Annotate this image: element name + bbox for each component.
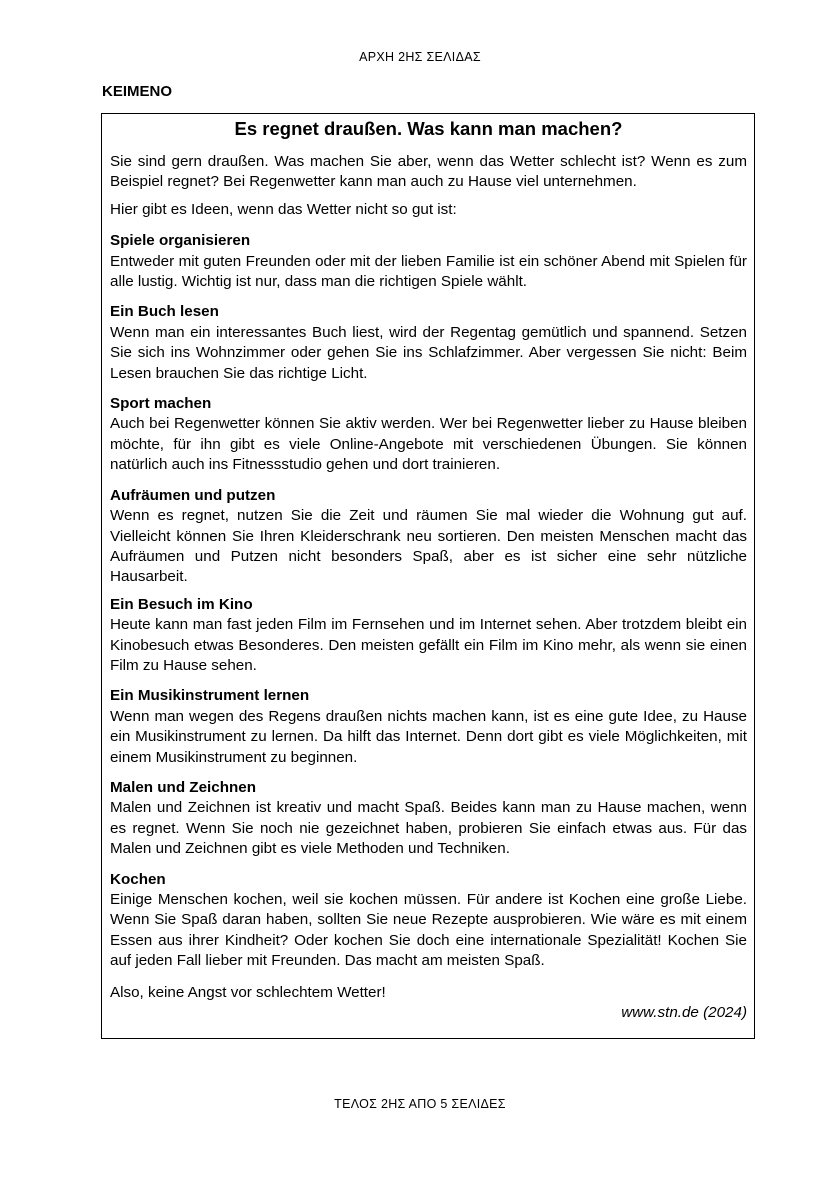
section-kochen <box>110 870 747 972</box>
section-kino <box>110 595 747 677</box>
article-title: Es regnet draußen. Was kann man machen? <box>234 118 623 139</box>
section-heading: Ein Musikinstrument lernen <box>110 687 310 705</box>
page-footer: ΤΕΛΟΣ 2ΗΣ ΑΠΟ 5 ΣΕΛΙΔΕΣ <box>334 1097 506 1111</box>
section-body: Entweder mit guten Freunden oder mit der lieben Familie ist ein schöner Abend mit Spielen für alle lustig. Wichtig ist nur, dass man die richtigen Spiele wählt. <box>110 252 747 291</box>
section-label: ΚΕΙΜΕΝΟ <box>102 83 173 100</box>
section-musik <box>110 686 747 768</box>
section-body: Wenn man ein interessantes Buch liest, wird der Regentag gemütlich und spannend. Setzen Sie sich ins Wohnzimmer oder gehen Sie ins Schlafzimmer. Aber vergessen Sie nicht: Beim Lesen brauchen Sie das richtige Licht. <box>110 323 747 382</box>
section-heading: Aufräumen und putzen <box>110 486 276 504</box>
section-heading: Ein Buch lesen <box>110 303 219 321</box>
section-spiele <box>110 231 747 292</box>
section-malen <box>110 778 747 860</box>
section-body: Heute kann man fast jeden Film im Fernsehen und im Internet sehen. Aber trotzdem bleibt ein Kinobesuch etwas Besonderes. Den meisten gefällt ein Film im Kino mehr, als wenn sie einen Film zu Hause sehen. <box>110 616 747 674</box>
source-citation: www.stn.de (2024) <box>621 1004 747 1022</box>
section-sport <box>110 394 747 476</box>
section-body: Malen und Zeichnen ist kreativ und macht Spaß. Beides kann man zu Hause machen, wenn es regnet. Wenn Sie noch nie gezeichnet haben, probieren Sie einfach etwas aus. Für das Malen und Zeichnen gibt es viele Methoden und Techniken. <box>110 799 747 858</box>
section-heading: Spiele organisieren <box>110 232 251 250</box>
section-body: Wenn es regnet, nutzen Sie die Zeit und räumen Sie mal wieder die Wohnung gut auf. Vielleicht können Sie Ihren Kleiderschrank neu sortieren. Den meisten Menschen macht das Aufräumen und Putzen nicht besonders Spaß, aber es ist sicher eine sehr nützliche Hausarbeit. <box>110 507 747 586</box>
intro-paragraph: Sie sind gern draußen. Was machen Sie aber, wenn das Wetter schlecht ist? Wenn es zum Beispiel regnet? Bei Regenwetter kann man auch zu Hause viel unternehmen. <box>110 153 747 191</box>
section-body: Einige Menschen kochen, weil sie kochen müssen. Für andere ist Kochen eine große Liebe. Wenn Sie Spaß daran haben, sollten Sie neue Rezepte ausprobieren. Wie wäre es mit einem Essen aus ihrer Kindheit? Oder kochen Sie doch eine internationale Spezialität! Kochen Sie auf jeden Fall lieber mit Freunden. Das macht am meisten Spaß. <box>110 891 747 970</box>
section-buch <box>110 302 747 384</box>
section-aufraeumen <box>110 486 747 588</box>
section-heading: Malen und Zeichnen <box>110 778 256 796</box>
section-heading: Kochen <box>110 870 166 888</box>
lead-paragraph: Hier gibt es Ideen, wenn das Wetter nicht so gut ist: <box>110 200 457 218</box>
section-heading: Ein Besuch im Kino <box>110 595 253 613</box>
closing-line: Also, keine Angst vor schlechtem Wetter! <box>110 983 386 1001</box>
section-body: Auch bei Regenwetter können Sie aktiv werden. Wer bei Regenwetter lieber zu Hause bleiben möchte, für ihn gibt es viele Online-Angebote mit verschiedenen Übungen. Sie können natürlich auch ins Fitnessstudio gehen und dort trainieren. <box>110 415 747 474</box>
section-heading: Sport machen <box>110 395 212 413</box>
article-box <box>101 113 755 1039</box>
page-header: ΑΡΧΗ 2ΗΣ ΣΕΛΙΔΑΣ <box>359 50 481 64</box>
section-body: Wenn man wegen des Regens draußen nichts machen kann, ist es eine gute Idee, zu Hause ein Musikinstrument zu lernen. Da hilft das Internet. Denn dort gibt es viele Möglichkeiten, mit einem Musikinstrument zu beginnen. <box>110 707 747 766</box>
